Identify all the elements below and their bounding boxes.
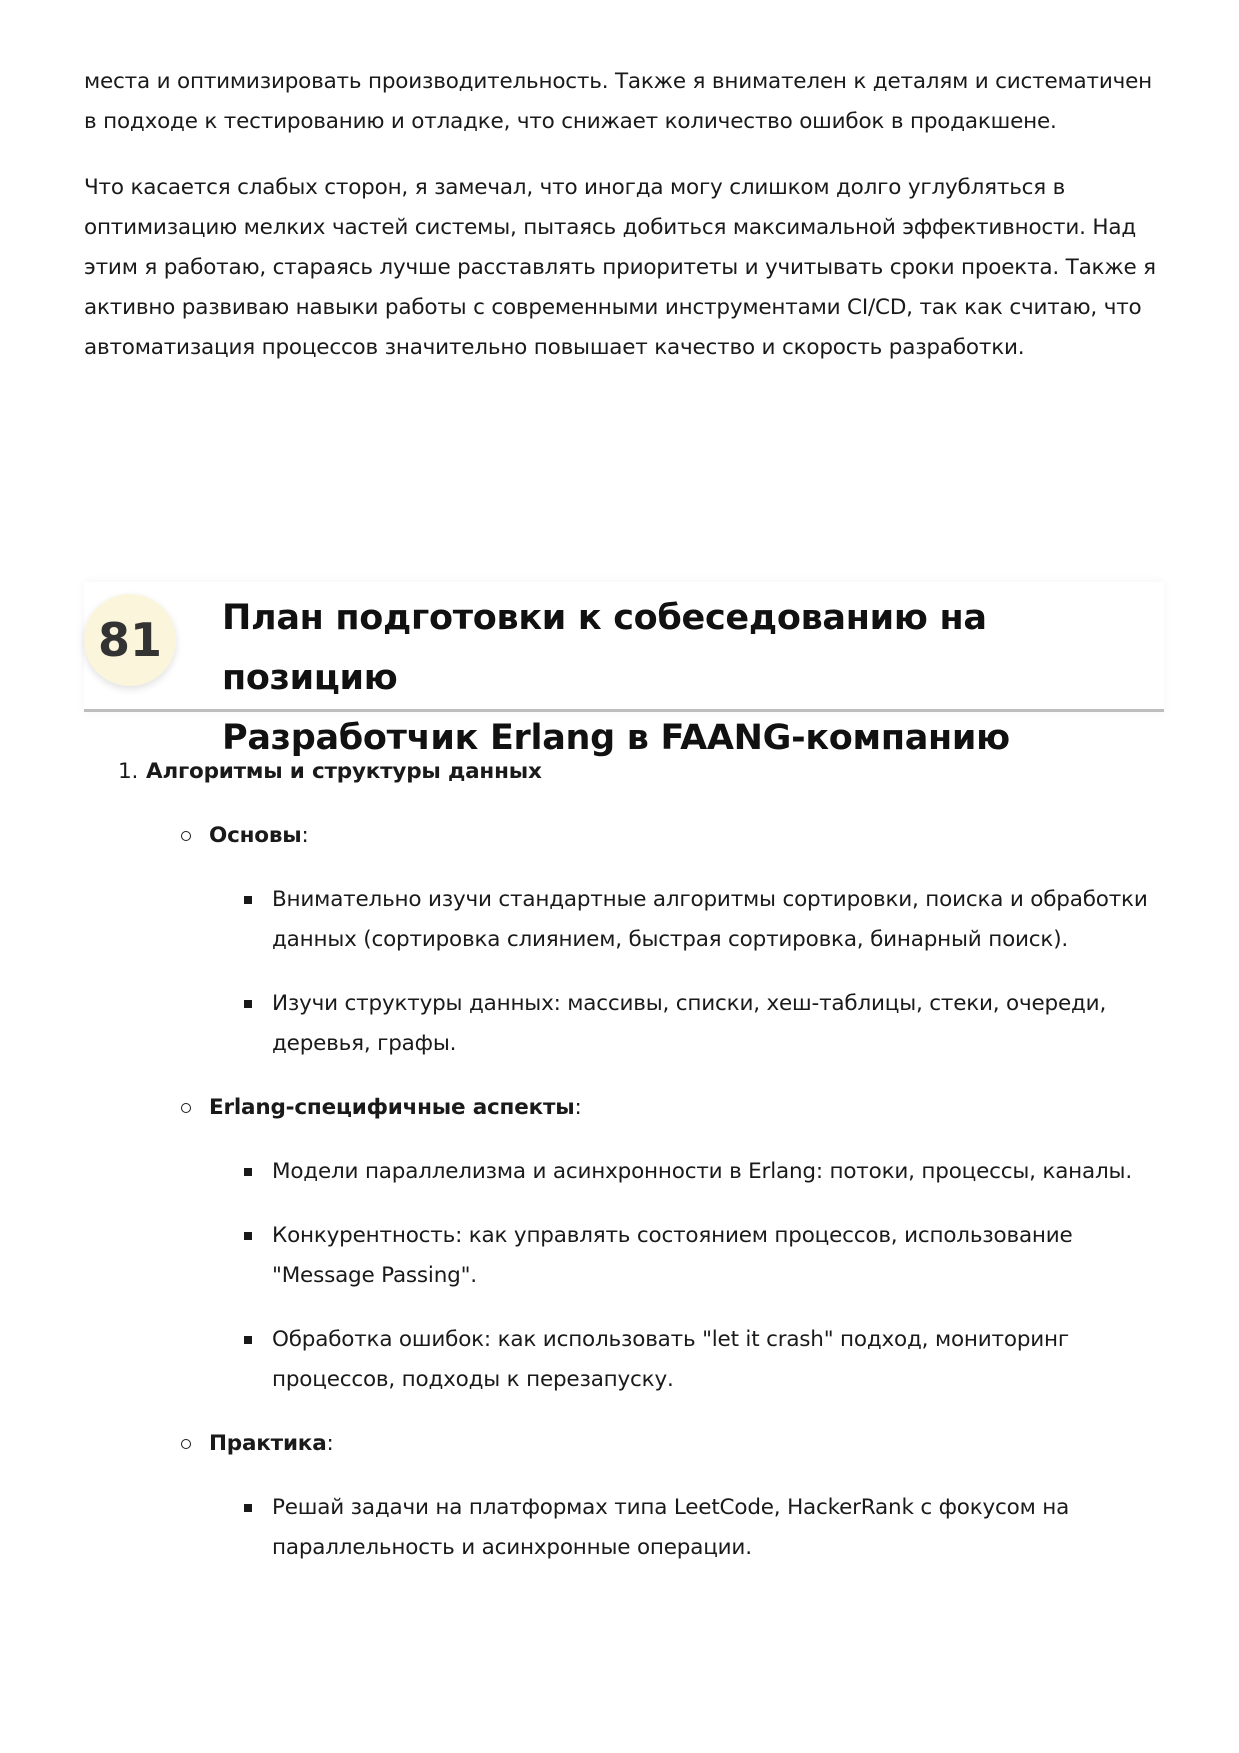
- list-item-algorithms: [84, 752, 1164, 792]
- bullet-item: [84, 1320, 1164, 1400]
- square-bullet-icon: [244, 1336, 252, 1344]
- intro-paragraph-1: места и оптимизировать производительность. Также я внимателен к деталям и систематичен в подходе к тестированию и отладке, что снижает количество ошибок в продакшене.: [84, 69, 1152, 134]
- sublist-item-title: Основы: [209, 823, 302, 848]
- circle-bullet-icon: [181, 1103, 191, 1113]
- square-bullet-icon: [244, 1232, 252, 1240]
- bullet-text: Внимательно изучи стандартные алгоритмы сортировки, поиска и обработки данных (сортировка слиянием, быстрая сортировка, бинарный поиск).: [272, 887, 1148, 952]
- section-title: [222, 588, 1152, 768]
- intro-paragraph-2: Что касается слабых сторон, я замечал, что иногда могу слишком долго углубляться в оптимизацию мелких частей системы, пытаясь добиться максимальной эффективности. Над этим я работаю, стараясь лучше расставлять приоритеты и учитывать сроки проекта. Также я активно развиваю навыки работы с современными инструментами CI/CD, так как считаю, что автоматизация процессов значительно повышает качество и скорость разработки.: [84, 175, 1156, 360]
- list-item-title: Алгоритмы и структуры данных: [146, 759, 542, 784]
- square-bullet-icon: [244, 1000, 252, 1008]
- bullet-text: Обработка ошибок: как использовать "let it crash" подход, мониторинг процессов, подходы к перезапуску.: [272, 1327, 1069, 1392]
- bullet-text: Модели параллелизма и асинхронности в Erlang: потоки, процессы, каналы.: [272, 1159, 1132, 1184]
- intro-text: [84, 62, 1164, 394]
- square-bullet-icon: [244, 896, 252, 904]
- bullet-text: Конкурентность: как управлять состоянием процессов, использование "Message Passing".: [272, 1223, 1073, 1288]
- bullet-item: [84, 1152, 1164, 1192]
- section-title-line-2: Разработчик Erlang в FAANG-компанию: [222, 718, 1010, 758]
- section-number-badge: 81: [84, 594, 176, 686]
- section-title-line-1: План подготовки к собеседованию на позицию: [222, 598, 987, 698]
- sublist-item-title: Практика: [209, 1431, 327, 1456]
- sublist-item-basics: Основы:: [84, 816, 1164, 856]
- sublist-item-practice: Практика:: [84, 1424, 1164, 1464]
- bullet-item: [84, 1488, 1164, 1568]
- bullet-text: Решай задачи на платформах типа LeetCode, HackerRank с фокусом на параллельность и асинхронные операции.: [272, 1495, 1070, 1560]
- circle-bullet-icon: [181, 831, 191, 841]
- bullet-item: [84, 984, 1164, 1064]
- section-header: [84, 582, 1164, 758]
- plan-list: [84, 752, 1164, 1592]
- list-number: 1.: [118, 759, 139, 784]
- bullet-item: [84, 1216, 1164, 1296]
- square-bullet-icon: [244, 1168, 252, 1176]
- circle-bullet-icon: [181, 1439, 191, 1449]
- square-bullet-icon: [244, 1504, 252, 1512]
- sublist-item-erlang: Erlang-специфичные аспекты:: [84, 1088, 1164, 1128]
- bullet-text: Изучи структуры данных: массивы, списки, хеш-таблицы, стеки, очереди, деревья, графы.: [272, 991, 1107, 1056]
- bullet-item: [84, 880, 1164, 960]
- sublist-item-title: Erlang-специфичные аспекты: [209, 1095, 575, 1120]
